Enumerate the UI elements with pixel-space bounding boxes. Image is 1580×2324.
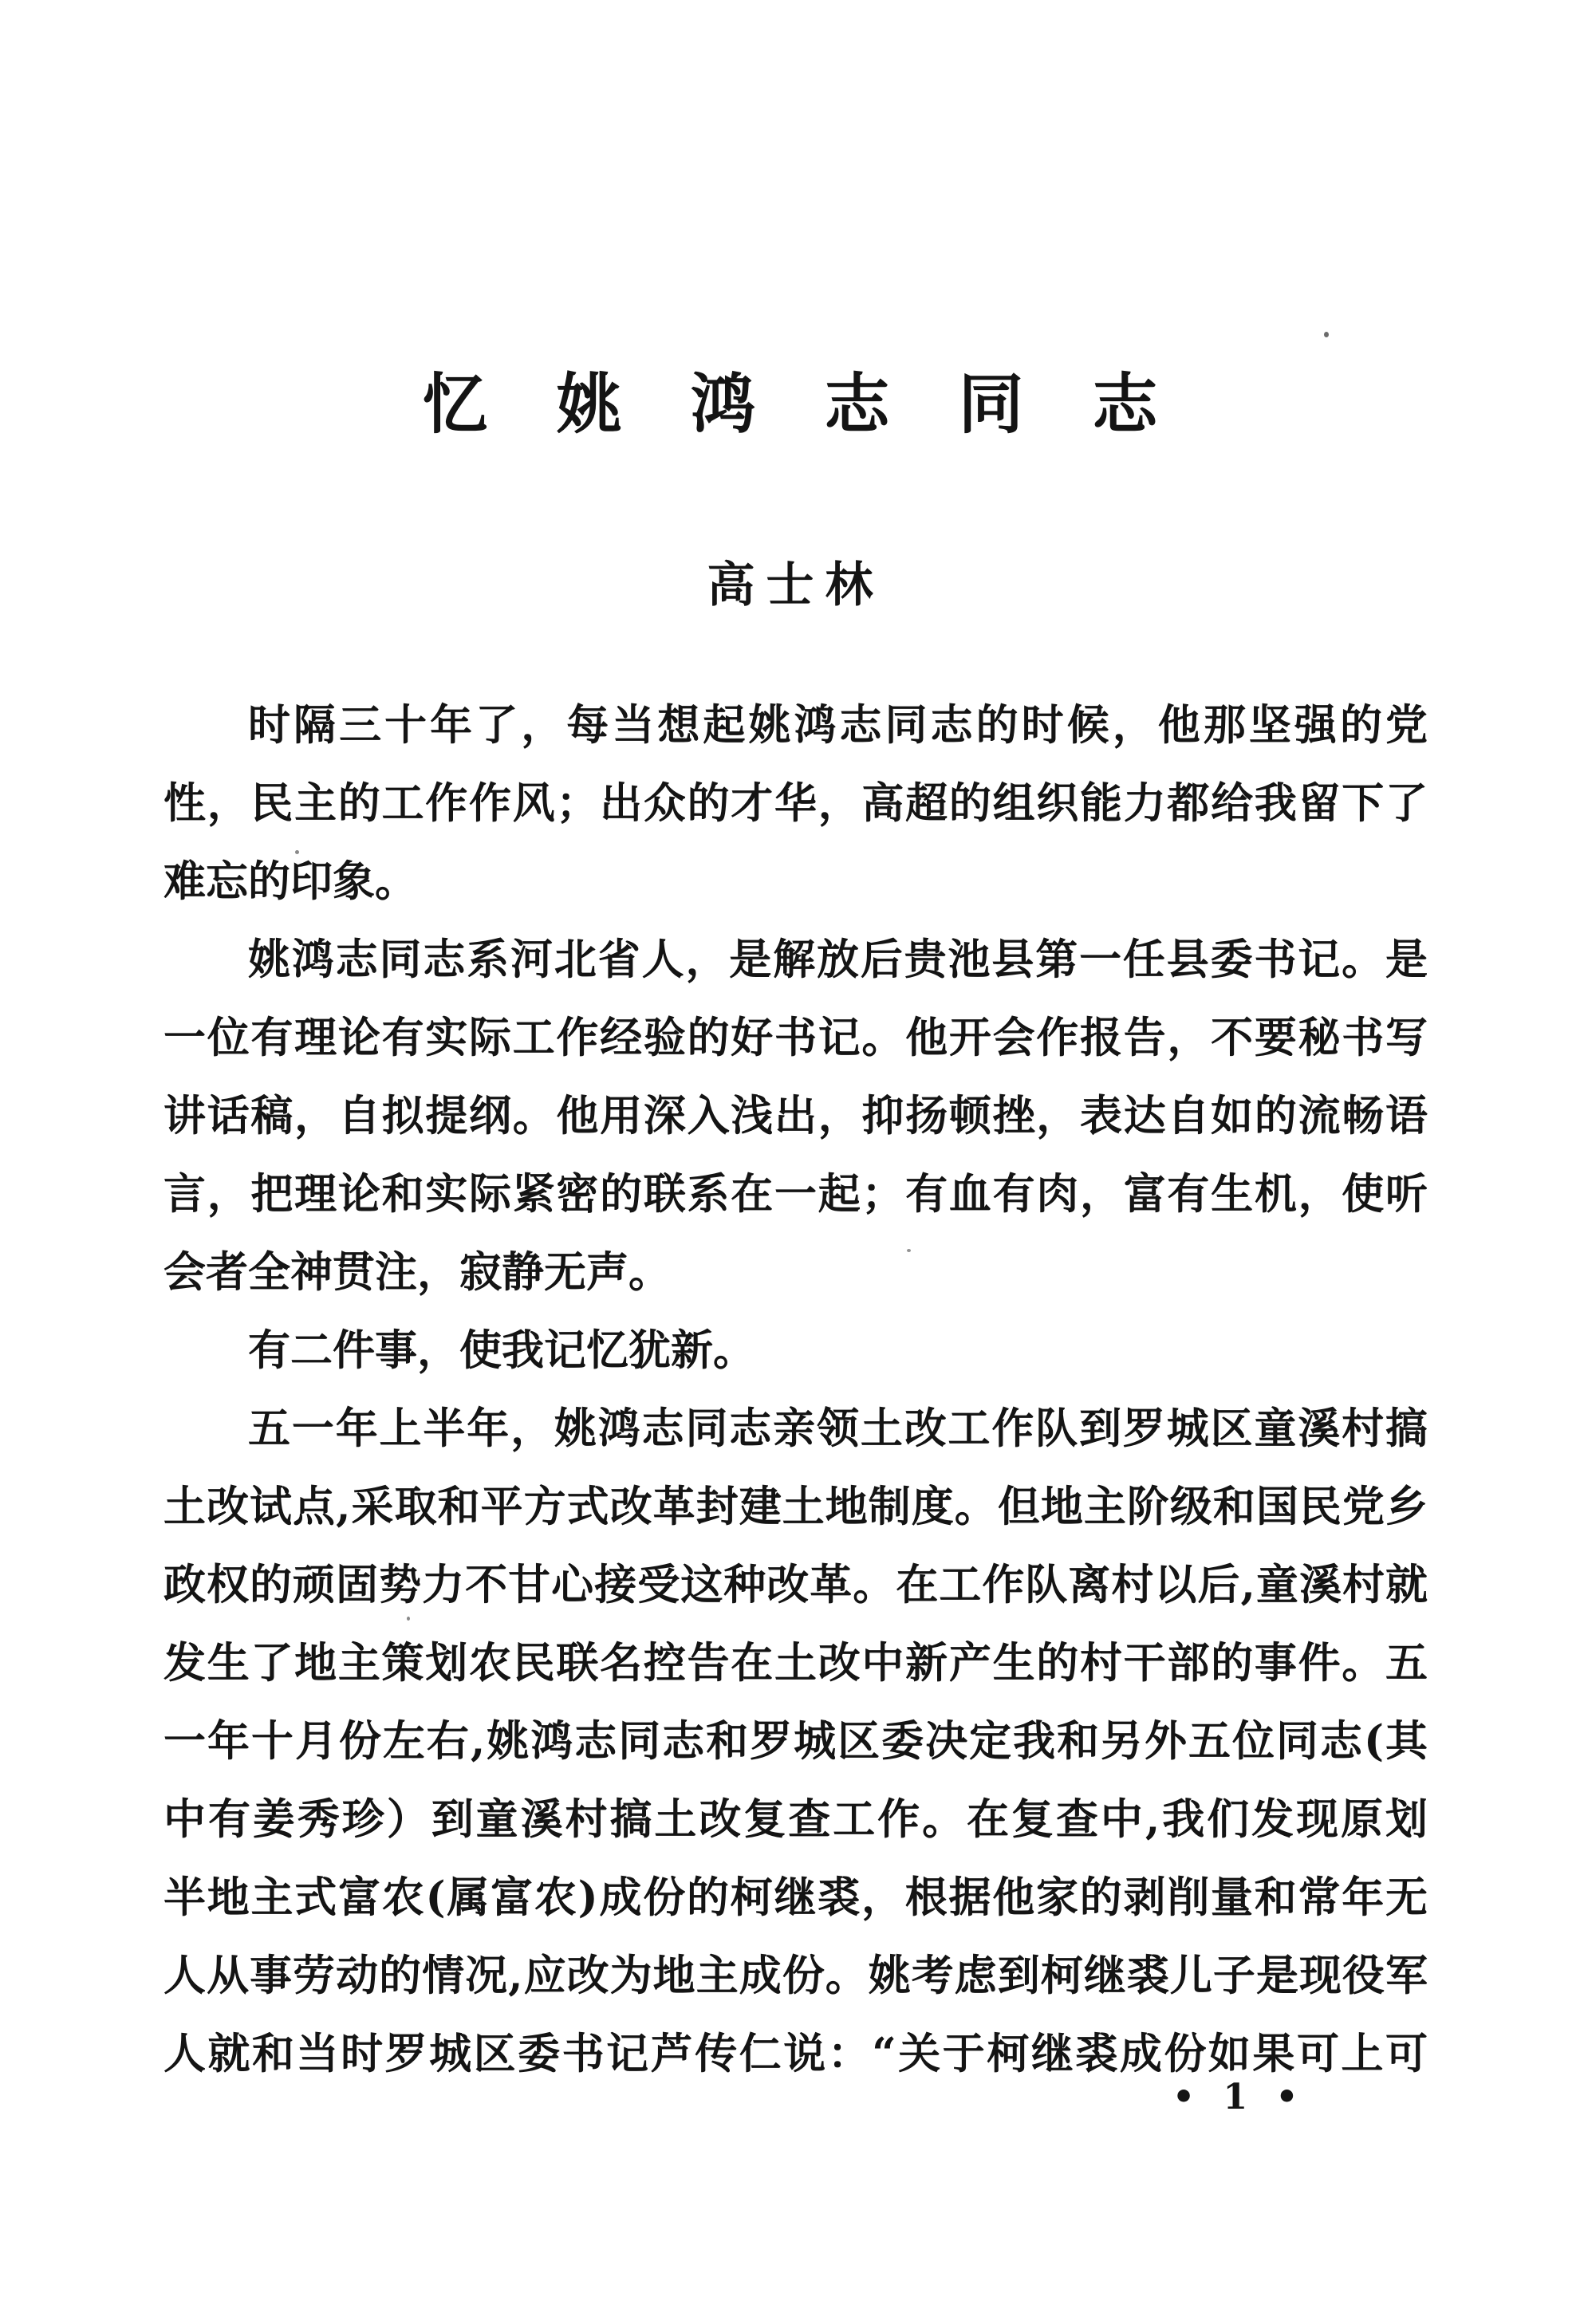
body-line: 性，民主的工作作风；出众的才华，高超的组织能力都给我留下了 [164, 778, 1428, 828]
article-title: 忆姚鸿志同志 [422, 366, 1227, 443]
scan-speck [295, 850, 299, 854]
body-line: 五一年上半年，姚鸿志同志亲领土改工作队到罗城区童溪村搞 [248, 1404, 1428, 1453]
body-line: 难忘的印象。 [164, 857, 417, 906]
scan-speck [907, 1249, 911, 1252]
scan-speck [407, 1617, 410, 1621]
body-line: 姚鸿志同志系河北省人，是解放后贵池县第一任县委书记。是 [248, 935, 1428, 984]
article-body [164, 686, 1428, 2093]
article-author: 高士林 [707, 557, 885, 613]
page-number: • 1 • [1172, 2077, 1306, 2117]
scan-speck [1324, 332, 1329, 337]
body-line: 时隔三十年了，每当想起姚鸿志同志的时候，他那坚强的党 [248, 700, 1428, 750]
body-line: 有二件事，使我记忆犹新。 [248, 1325, 755, 1375]
body-line: 一年十月份左右,姚鸿志同志和罗城区委决定我和另外五位同志(其 [164, 1716, 1428, 1766]
body-line: 言，把理论和实际紧密的联系在一起；有血有肉，富有生机，使听 [164, 1169, 1428, 1219]
body-line: 半地主式富农(属富农)成份的柯继裘，根据他家的剥削量和常年无 [164, 1873, 1428, 1922]
body-line: 人从事劳动的情况,应改为地主成份。姚考虑到柯继裘儿子是现役军 [164, 1951, 1428, 2000]
body-line: 政权的顽固势力不甘心接受这种改革。在工作队离村以后,童溪村就 [164, 1560, 1428, 1609]
body-line: 中有姜秀珍）到童溪村搞土改复查工作。在复查中,我们发现原划 [164, 1794, 1428, 1844]
body-line: 人就和当时罗城区委书记芦传仁说：“关于柯继裘成份如果可上可 [164, 2029, 1428, 2078]
body-line: 发生了地主策划农民联名控告在土改中新产生的村干部的事件。五 [164, 1638, 1428, 1688]
body-line: 讲话稿，自拟提纲。他用深入浅出，抑扬顿挫，表达自如的流畅语 [164, 1091, 1428, 1140]
body-line: 会者全神贯注，寂静无声。 [164, 1247, 671, 1297]
body-line: 土改试点,采取和平方式改革封建土地制度。但地主阶级和国民党乡 [164, 1482, 1428, 1531]
body-line: 一位有理论有实际工作经验的好书记。他开会作报告，不要秘书写 [164, 1013, 1428, 1062]
